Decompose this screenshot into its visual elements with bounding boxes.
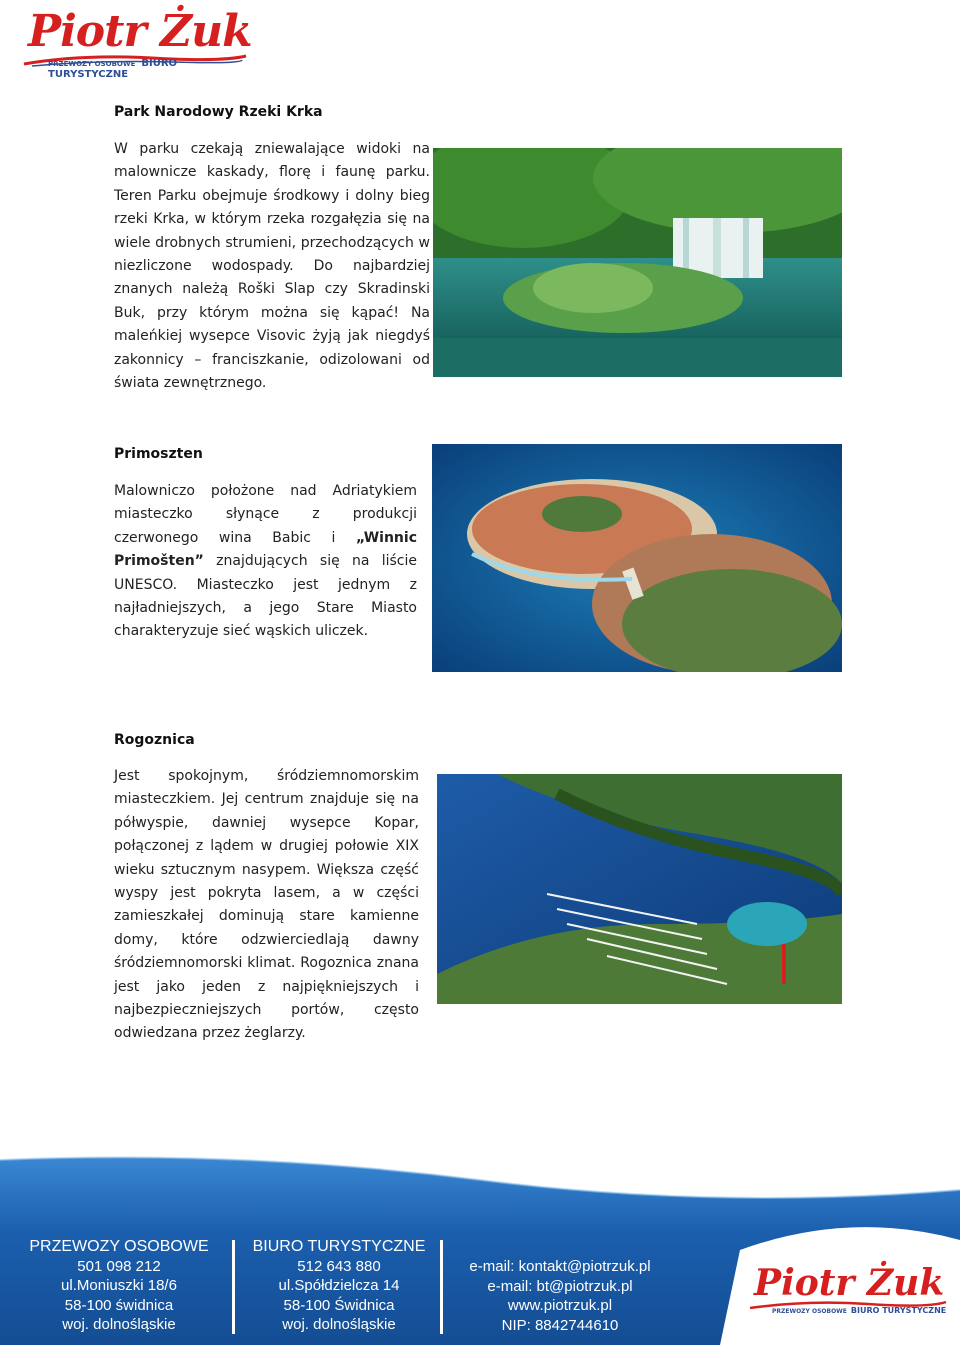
footer-nip: NIP: 8842744610 [501, 1316, 619, 1334]
section-text-krka: W parku czekają zniewalające widoki na malownicze kaskady, florę i faunę parku. Teren Parku obejmuje środkowy i dolny bieg rzeki Krka, w którym rzeka rozgałęzia się na wiele drobnych strumieni, przechodzących w niezliczone wodospady. Do najbardziej znanych należą Roški Slap czy Skradinski Buk, przy którym można się kąpać! Na maleńkiej wysepce Visovic żyją jak niegdyś zakonnicy – franciszkanie, odizolowani od świata zewnętrznego. [114, 141, 430, 392]
company-logo [22, 6, 252, 80]
footer-biuro-phone: 512 643 880 [297, 1257, 381, 1275]
krka-waterfall-photo [433, 148, 842, 377]
logo-text: Piotr Żuk [28, 6, 252, 57]
footer-przewozy-street: ul.Moniuszki 18/6 [61, 1277, 177, 1294]
footer-logo-sub-big: BIURO TURYSTYCZNE [850, 1306, 947, 1315]
primoszten-text-end: znajdujących się na liście UNESCO. Miasteczko jest jednym z najładniejszych, a jego Stare Miasto charakteryzuje sieć wąskich uliczek. [114, 553, 417, 640]
logo-sub-small: PRZEWOZY OSOBOWE [48, 60, 136, 68]
footer-przewozy-city: 58-100 świdnica [64, 1296, 174, 1314]
footer-divider-2 [440, 1240, 443, 1334]
primoszten-text-bold: „Winnic Primošten” [114, 529, 417, 570]
footer-logo-sub-small: PRZEWOZY OSOBOWE [772, 1308, 847, 1315]
footer-email-bt[interactable]: e-mail: bt@piotrzuk.pl [487, 1277, 633, 1295]
footer-logo [748, 1262, 948, 1326]
section-title-rogoznica: Rogoznica [114, 732, 195, 748]
section-title-krka: Park Narodowy Rzeki Krka [114, 104, 323, 120]
section-text-rogoznica: Jest spokojnym, śródziemnomorskim miasteczkiem. Jej centrum znajduje się na półwyspie, dawniej wysepce Kopar, połączonej z lądem w drugiej połowie XIX wieku sztucznym nasypem. Większa część wyspy jest pokryta lasem, a w części zamieszkałej dominują stare kamienne domy, które odzwierciedlają dawny śródziemnomorski klimat. Rogoznica znana jest jako jeden z najpiękniejszych i najbezpieczniejszych portów, często odwiedzana przez żeglarzy. [114, 768, 419, 1042]
footer-logo-subtitle [772, 1306, 946, 1315]
footer-przewozy-title: PRZEWOZY OSOBOWE [29, 1238, 209, 1255]
primosten-aerial-photo [432, 444, 842, 672]
footer-email-kontakt[interactable]: e-mail: kontakt@piotrzuk.pl [469, 1258, 651, 1275]
footer-biuro-region: woj. dolnośląskie [282, 1316, 396, 1333]
footer-biuro [241, 1237, 437, 1335]
footer-przewozy-phone: 501 098 212 [77, 1257, 161, 1275]
footer-logo-text: Piotr Żuk [754, 1262, 945, 1304]
footer-przewozy [14, 1237, 224, 1335]
rogoznica-marina-photo [437, 774, 842, 1004]
footer-biuro-street: ul.Spółdzielcza 14 [278, 1277, 400, 1294]
footer-divider-1 [232, 1240, 235, 1334]
footer-biuro-title: BIURO TURYSTYCZNE [252, 1238, 426, 1255]
logo-sub-big: BIURO TURYSTYCZNE [48, 58, 178, 80]
footer-przewozy-region: woj. dolnośląskie [62, 1316, 176, 1333]
footer-contact [455, 1257, 665, 1335]
logo-subtitle [48, 58, 252, 80]
primoszten-text-start: Malowniczo położone nad Adriatykiem miasteczko słynące z produkcji czerwonego wina Babic i [114, 483, 417, 546]
section-title-primoszten: Primoszten [114, 446, 203, 462]
footer-biuro-city: 58-100 Świdnica [283, 1296, 395, 1314]
section-text-primoszten [114, 480, 417, 644]
footer-website-link[interactable]: www.piotrzuk.pl [507, 1297, 613, 1314]
